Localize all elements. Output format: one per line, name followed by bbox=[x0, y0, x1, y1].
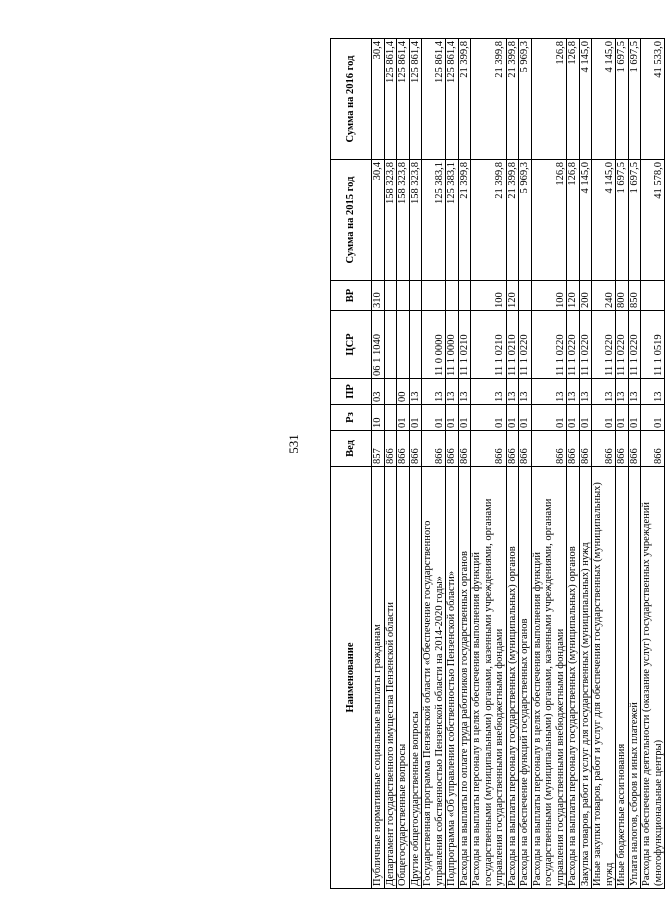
cell-pr: 13 bbox=[531, 379, 567, 405]
cell-ved: 866 bbox=[422, 431, 446, 467]
cell-csr: 06 1 1040 bbox=[372, 311, 385, 379]
cell-rz: 01 bbox=[592, 405, 616, 431]
cell-csr: 11 1 0220 bbox=[579, 311, 592, 379]
cell-pr: 13 bbox=[592, 379, 616, 405]
cell-sum-2016: 1 697,5 bbox=[616, 39, 629, 160]
cell-rz: 01 bbox=[409, 405, 422, 431]
cell-sum-2015: 21 399,8 bbox=[458, 160, 471, 281]
cell-sum-2016: 125 861,4 bbox=[409, 39, 422, 160]
cell-rz: 10 bbox=[372, 405, 385, 431]
cell-pr: 03 bbox=[372, 379, 385, 405]
cell-sum-2016: 4 145,0 bbox=[592, 39, 616, 160]
cell-rz: 01 bbox=[422, 405, 446, 431]
cell-pr: 13 bbox=[422, 379, 446, 405]
cell-sum-2015: 4 145,0 bbox=[592, 160, 616, 281]
cell-name: Подпрограмма «Об управлении собственностью Пензенской области» bbox=[446, 467, 459, 889]
cell-vr: 100 bbox=[471, 281, 507, 311]
cell-pr: 13 bbox=[446, 379, 459, 405]
header-pr: ПР bbox=[331, 379, 372, 405]
cell-name: Расходы на выплаты персоналу в целях обеспечения выполнения функций государственными (муниципальными) органами, казенными учреждениями, органами управления государственными внебюджетными фондами bbox=[531, 467, 567, 889]
header-ved: Вед bbox=[331, 431, 372, 467]
cell-ved: 857 bbox=[372, 431, 385, 467]
table-row bbox=[372, 39, 385, 889]
cell-csr: 11 1 0220 bbox=[519, 311, 532, 379]
cell-csr: 11 1 0000 bbox=[446, 311, 459, 379]
cell-name: Общегосударственные вопросы bbox=[397, 467, 410, 889]
header-sum-2015: Сумма на 2015 год bbox=[331, 160, 372, 281]
cell-vr bbox=[641, 281, 665, 311]
cell-pr: 00 bbox=[397, 379, 410, 405]
budget-table bbox=[330, 38, 665, 889]
cell-ved: 866 bbox=[567, 431, 580, 467]
cell-name: Расходы на выплаты персоналу в целях обеспечения выполнения функций государственными (муниципальными) органами, казенными учреждениями, органами управления государственными внебюджетными фондами bbox=[471, 467, 507, 889]
cell-ved: 866 bbox=[628, 431, 641, 467]
table-row bbox=[422, 39, 446, 889]
cell-csr bbox=[397, 311, 410, 379]
cell-name: Закупка товаров, работ и услуг для государственных (муниципальных) нужд bbox=[579, 467, 592, 889]
cell-pr: 13 bbox=[519, 379, 532, 405]
cell-sum-2015: 4 145,0 bbox=[579, 160, 592, 281]
cell-csr: 11 1 0220 bbox=[567, 311, 580, 379]
cell-sum-2015: 41 578,0 bbox=[641, 160, 665, 281]
cell-rz: 01 bbox=[446, 405, 459, 431]
cell-csr: 11 1 0210 bbox=[471, 311, 507, 379]
header-rz: Рз bbox=[331, 405, 372, 431]
header-name: Наименование bbox=[331, 467, 372, 889]
cell-name: Уплата налогов, сборов и иных платежей bbox=[628, 467, 641, 889]
cell-pr bbox=[384, 379, 397, 405]
cell-vr bbox=[409, 281, 422, 311]
table-row bbox=[471, 39, 507, 889]
table-row bbox=[409, 39, 422, 889]
cell-rz: 01 bbox=[471, 405, 507, 431]
cell-vr bbox=[458, 281, 471, 311]
cell-vr: 120 bbox=[506, 281, 519, 311]
cell-sum-2015: 158 323,8 bbox=[409, 160, 422, 281]
cell-pr: 13 bbox=[506, 379, 519, 405]
cell-pr: 13 bbox=[409, 379, 422, 405]
cell-sum-2016: 21 399,8 bbox=[471, 39, 507, 160]
cell-vr bbox=[446, 281, 459, 311]
cell-sum-2016: 5 969,3 bbox=[519, 39, 532, 160]
cell-csr: 11 0 0000 bbox=[422, 311, 446, 379]
cell-name: Департамент государственного имущества Пензенской области bbox=[384, 467, 397, 889]
cell-sum-2015: 21 399,8 bbox=[471, 160, 507, 281]
cell-name: Другие общегосударственные вопросы bbox=[409, 467, 422, 889]
cell-name: Расходы на обеспечение деятельности (оказание услуг) государственных учреждений (многофункциональные центры) bbox=[641, 467, 665, 889]
table-row bbox=[641, 39, 665, 889]
cell-pr: 13 bbox=[628, 379, 641, 405]
cell-sum-2016: 21 399,8 bbox=[458, 39, 471, 160]
cell-ved: 866 bbox=[471, 431, 507, 467]
cell-sum-2016: 41 533,0 bbox=[641, 39, 665, 160]
cell-csr bbox=[384, 311, 397, 379]
cell-name: Публичные нормативные социальные выплаты гражданам bbox=[372, 467, 385, 889]
cell-pr: 13 bbox=[579, 379, 592, 405]
cell-csr bbox=[409, 311, 422, 379]
table-row bbox=[519, 39, 532, 889]
table-row bbox=[531, 39, 567, 889]
cell-csr: 11 1 0220 bbox=[628, 311, 641, 379]
table-row bbox=[458, 39, 471, 889]
cell-sum-2016: 125 861,4 bbox=[397, 39, 410, 160]
cell-pr: 13 bbox=[471, 379, 507, 405]
cell-vr: 850 bbox=[628, 281, 641, 311]
table-row bbox=[579, 39, 592, 889]
cell-sum-2015: 125 383,1 bbox=[446, 160, 459, 281]
cell-sum-2016: 126,8 bbox=[567, 39, 580, 160]
cell-csr: 11 1 0210 bbox=[458, 311, 471, 379]
cell-sum-2015: 158 323,8 bbox=[397, 160, 410, 281]
table-row bbox=[384, 39, 397, 889]
cell-rz: 01 bbox=[519, 405, 532, 431]
cell-rz bbox=[384, 405, 397, 431]
cell-ved: 866 bbox=[641, 431, 665, 467]
cell-csr: 11 1 0220 bbox=[531, 311, 567, 379]
cell-vr: 800 bbox=[616, 281, 629, 311]
cell-name: Расходы на выплаты персоналу государственных (муниципальных) органов bbox=[506, 467, 519, 889]
cell-sum-2016: 126,8 bbox=[531, 39, 567, 160]
cell-ved: 866 bbox=[409, 431, 422, 467]
cell-rz: 01 bbox=[628, 405, 641, 431]
cell-csr: 11 1 0210 bbox=[506, 311, 519, 379]
cell-rz: 01 bbox=[458, 405, 471, 431]
cell-name: Государственная программа Пензенской области «Обеспечение государственного управления собственностью Пензенской области на 2014-2020 годы» bbox=[422, 467, 446, 889]
cell-csr: 11 1 0220 bbox=[592, 311, 616, 379]
cell-name: Расходы на выплаты по оплате труда работников государственных органов bbox=[458, 467, 471, 889]
cell-vr: 240 bbox=[592, 281, 616, 311]
cell-ved: 866 bbox=[446, 431, 459, 467]
table-row bbox=[567, 39, 580, 889]
cell-sum-2016: 30,4 bbox=[372, 39, 385, 160]
cell-sum-2015: 1 697,5 bbox=[628, 160, 641, 281]
cell-vr bbox=[422, 281, 446, 311]
cell-name: Расходы на обеспечение функций государственных органов bbox=[519, 467, 532, 889]
cell-csr: 11 1 0220 bbox=[616, 311, 629, 379]
cell-vr bbox=[397, 281, 410, 311]
cell-ved: 866 bbox=[616, 431, 629, 467]
header-csr: ЦСР bbox=[331, 311, 372, 379]
cell-sum-2016: 125 861,4 bbox=[422, 39, 446, 160]
cell-pr: 13 bbox=[616, 379, 629, 405]
cell-rz: 01 bbox=[506, 405, 519, 431]
cell-ved: 866 bbox=[384, 431, 397, 467]
cell-sum-2015: 5 969,3 bbox=[519, 160, 532, 281]
cell-name: Иные закупки товаров, работ и услуг для обеспечения государственных (муниципальных) нужд bbox=[592, 467, 616, 889]
cell-sum-2015: 126,8 bbox=[567, 160, 580, 281]
cell-sum-2016: 125 861,4 bbox=[446, 39, 459, 160]
table-row bbox=[446, 39, 459, 889]
table-row bbox=[506, 39, 519, 889]
budget-table-container bbox=[330, 39, 664, 889]
cell-rz: 01 bbox=[531, 405, 567, 431]
header-vr: ВР bbox=[331, 281, 372, 311]
table-row bbox=[616, 39, 629, 889]
cell-ved: 866 bbox=[397, 431, 410, 467]
cell-vr bbox=[519, 281, 532, 311]
cell-sum-2015: 126,8 bbox=[531, 160, 567, 281]
cell-pr: 13 bbox=[567, 379, 580, 405]
cell-rz: 01 bbox=[397, 405, 410, 431]
cell-vr: 100 bbox=[531, 281, 567, 311]
cell-rz: 01 bbox=[616, 405, 629, 431]
page-number: 531 bbox=[286, 434, 301, 454]
cell-vr bbox=[384, 281, 397, 311]
table-row bbox=[592, 39, 616, 889]
cell-ved: 866 bbox=[531, 431, 567, 467]
cell-vr: 200 bbox=[579, 281, 592, 311]
cell-pr: 13 bbox=[641, 379, 665, 405]
cell-rz: 01 bbox=[641, 405, 665, 431]
cell-ved: 866 bbox=[579, 431, 592, 467]
cell-sum-2015: 21 399,8 bbox=[506, 160, 519, 281]
table-header-row bbox=[331, 39, 372, 889]
cell-sum-2015: 30,4 bbox=[372, 160, 385, 281]
cell-name: Иные бюджетные ассигнования bbox=[616, 467, 629, 889]
cell-sum-2016: 4 145,0 bbox=[579, 39, 592, 160]
cell-rz: 01 bbox=[567, 405, 580, 431]
cell-sum-2016: 125 861,4 bbox=[384, 39, 397, 160]
cell-ved: 866 bbox=[519, 431, 532, 467]
cell-csr: 11 1 0519 bbox=[641, 311, 665, 379]
table-row bbox=[397, 39, 410, 889]
cell-name: Расходы на выплаты персоналу государственных (муниципальных) органов bbox=[567, 467, 580, 889]
cell-sum-2015: 158 323,8 bbox=[384, 160, 397, 281]
cell-sum-2016: 1 697,5 bbox=[628, 39, 641, 160]
cell-sum-2016: 21 399,8 bbox=[506, 39, 519, 160]
cell-rz: 01 bbox=[579, 405, 592, 431]
cell-sum-2015: 125 383,1 bbox=[422, 160, 446, 281]
header-sum-2016: Сумма на 2016 год bbox=[331, 39, 372, 160]
cell-vr: 120 bbox=[567, 281, 580, 311]
cell-ved: 866 bbox=[506, 431, 519, 467]
cell-ved: 866 bbox=[458, 431, 471, 467]
cell-ved: 866 bbox=[592, 431, 616, 467]
table-row bbox=[628, 39, 641, 889]
cell-vr: 310 bbox=[372, 281, 385, 311]
cell-pr: 13 bbox=[458, 379, 471, 405]
cell-sum-2015: 1 697,5 bbox=[616, 160, 629, 281]
